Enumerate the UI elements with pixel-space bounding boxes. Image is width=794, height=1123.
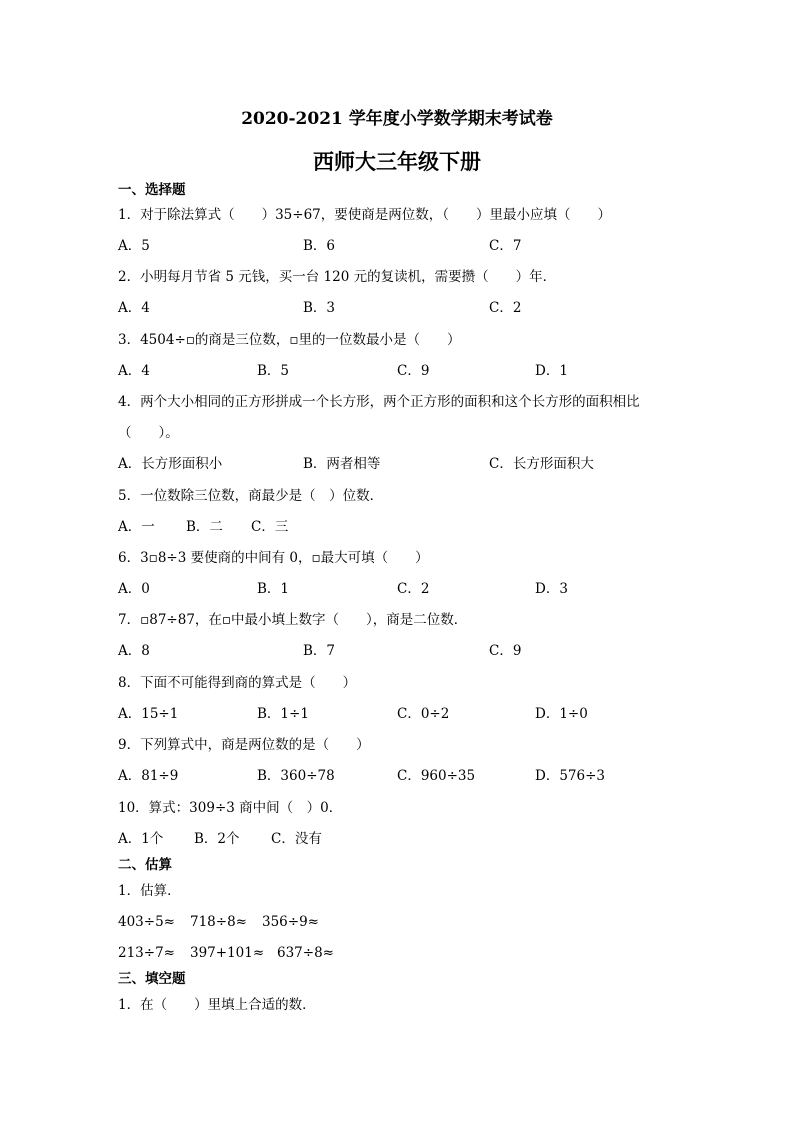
estimate-item: 397+101≈	[190, 945, 265, 961]
q2-option-b: B．3	[303, 300, 336, 316]
question-6: 6．3▫8÷3 要使商的中间有 0，▫最大可填（ ）	[118, 550, 429, 566]
q9-option-c: C．960÷35	[397, 768, 476, 784]
question-7: 7．▫87÷87，在▫中最小填上数字（ ），商是二位数．	[118, 612, 468, 628]
question-4-continuation: （ ）。	[118, 425, 179, 441]
q8-option-b: B．1÷1	[257, 706, 309, 722]
q4-option-c: C．长方形面积大	[489, 456, 594, 472]
question-1: 1．对于除法算式（ ）35÷67，要使商是两位数，（ ）里最小应填（ ）	[118, 207, 612, 223]
fill-question-1: 1．在（ ）里填上合适的数．	[118, 997, 316, 1013]
q5-option-a: A．一	[118, 519, 155, 535]
q5-option-b: B．二	[186, 519, 223, 535]
estimate-item: 403÷5≈	[118, 914, 175, 930]
q3-option-d: D．1	[535, 363, 568, 379]
exam-subtitle: 西师大三年级下册	[313, 149, 481, 174]
q8-option-d: D．1÷0	[535, 706, 588, 722]
q10-option-a: A．1个	[118, 831, 164, 847]
q1-option-a: A．5	[118, 238, 150, 254]
q9-option-a: A．81÷9	[118, 768, 179, 784]
question-9: 9．下列算式中，商是两位数的是（ ）	[118, 737, 370, 753]
exam-title: 2020-2021 学年度小学数学期末考试卷	[241, 109, 553, 129]
q6-option-a: A．0	[118, 581, 150, 597]
q6-option-d: D．3	[535, 581, 568, 597]
question-3: 3．4504÷▫的商是三位数，▫里的一位数最小是（ ）	[118, 332, 461, 348]
q4-option-a: A．长方形面积小	[118, 456, 223, 472]
section-heading-choice: 一、选择题	[118, 182, 186, 198]
q4-option-b: B．两者相等	[303, 456, 381, 472]
section-heading-fill: 三、填空题	[118, 971, 186, 987]
q1-option-b: B．6	[303, 238, 336, 254]
q7-option-a: A．8	[118, 643, 150, 659]
q9-option-d: D．576÷3	[535, 768, 605, 784]
estimate-item: 718÷8≈	[190, 914, 247, 930]
estimate-item: 213÷7≈	[118, 945, 175, 961]
question-4: 4．两个大小相同的正方形拼成一个长方形，两个正方形的面积和这个长方形的面积相比	[118, 394, 640, 410]
estimate-item: 637÷8≈	[277, 945, 334, 961]
q10-option-c: C．没有	[271, 831, 322, 847]
estimate-question: 1．估算．	[118, 883, 181, 899]
q2-option-a: A．4	[118, 300, 150, 316]
section-heading-estimate: 二、估算	[118, 857, 172, 873]
q3-option-a: A．4	[118, 363, 150, 379]
q3-option-c: C．9	[397, 363, 430, 379]
question-5: 5．一位数除三位数，商最少是（ ）位数．	[118, 488, 384, 504]
q8-option-a: A．15÷1	[118, 706, 179, 722]
question-8: 8．下面不可能得到商的算式是（ ）	[118, 675, 357, 691]
q1-option-c: C．7	[489, 238, 522, 254]
question-2: 2．小明每月节省 5 元钱，买一台 120 元的复读机，需要攒（ ）年．	[118, 269, 557, 285]
q8-option-c: C．0÷2	[397, 706, 450, 722]
q2-option-c: C．2	[489, 300, 522, 316]
question-10: 10．算式：309÷3 商中间（ ）0．	[118, 800, 343, 816]
q6-option-b: B．1	[257, 581, 290, 597]
q7-option-c: C．9	[489, 643, 522, 659]
q9-option-b: B．360÷78	[257, 768, 335, 784]
q6-option-c: C．2	[397, 581, 430, 597]
q5-option-c: C．三	[251, 519, 289, 535]
q10-option-b: B．2个	[194, 831, 240, 847]
estimate-item: 356÷9≈	[262, 914, 319, 930]
q7-option-b: B．7	[303, 643, 336, 659]
q3-option-b: B．5	[257, 363, 290, 379]
